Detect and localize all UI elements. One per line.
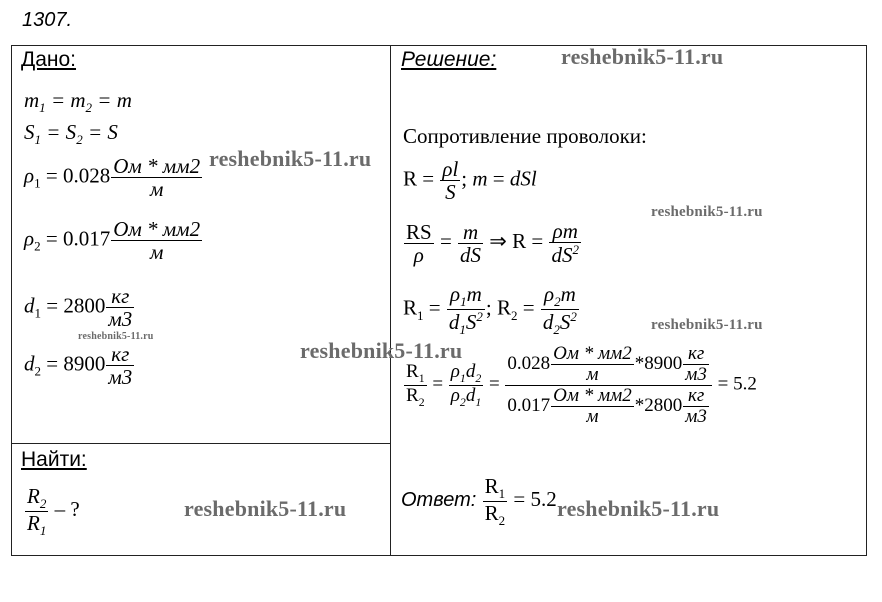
watermark: reshebnik5-11.ru [209, 146, 372, 171]
d1-unit-top: кг [106, 285, 134, 308]
d2-unit-top: кг [106, 343, 134, 366]
resistances-r1-r2: $R_1$ = $\frac{\rho_1m}{d_1S^2}$ ; $R_2$ = $\frac{\rho_2m}{d_2S^2}$ [403, 282, 577, 338]
ratio-computation: $\frac{R_1}{R_2}$ = $\frac{\rho_1d_2}{\rho_2d_1}$ = 0.028 $\frac{Ом * мм2}{м}$ *8900 $\frac{кг}{м3}$ 0.017 $\frac{Ом * мм2}{м}$ *2800 $\frac{кг}{м3}$ = 5.2 [406, 343, 757, 427]
watermark: reshebnik5-11.ru [557, 496, 720, 521]
ratio-value: 5.2 [733, 373, 757, 395]
rho1-value: 0.028 [62, 163, 111, 188]
watermark: reshebnik5-11.ru [78, 331, 154, 342]
solution-header: Решение: [401, 48, 497, 71]
rho2-value: 0.017 [62, 226, 111, 251]
rho2-equation: $\rho_2 = 0.017$ $\frac{Ом * мм2}{м}$ [24, 217, 201, 265]
d1-unit-bottom: м3 [108, 307, 133, 332]
d1-value: 2800 [63, 293, 106, 318]
column-divider [390, 45, 391, 556]
find-expression: $\frac{R_2}{R_1}$ – ? [27, 484, 80, 539]
answer-value: 5.2 [530, 487, 557, 512]
row-divider [11, 443, 390, 444]
rho1-unit-bottom: м [149, 177, 164, 202]
rho2-unit-top: Ом * мм2 [113, 217, 201, 241]
given-header: Дано: [21, 48, 77, 71]
resistance-formula: R = $\frac{\rho l}{S}$ ; m = dSl [403, 157, 537, 205]
rho2-unit-bottom: м [149, 240, 164, 265]
rho1-equation: $\rho_1 = 0.028$ $\frac{Ом * мм2}{м}$ [24, 154, 201, 202]
d1-equation: $d_1 = 2800$ $\frac{кг}{м3}$ [24, 284, 133, 332]
watermark: reshebnik5-11.ru [300, 338, 463, 363]
find-question: – ? [54, 497, 80, 522]
d2-unit-bottom: м3 [108, 365, 133, 390]
watermark: reshebnik5-11.ru [651, 204, 763, 220]
rho1-unit-top: Ом * мм2 [113, 154, 201, 178]
find-header: Найти: [21, 448, 87, 471]
d2-equation: $d_2 = 8900$ $\frac{кг}{м3}$ [24, 342, 133, 390]
watermark: reshebnik5-11.ru [651, 317, 763, 333]
solution-intro: Сопротивление проволоки: [403, 124, 647, 148]
area-equation: $S_1 = S_2 = S$ [24, 120, 118, 148]
watermark: reshebnik5-11.ru [561, 44, 724, 69]
answer-label: Ответ: [401, 489, 477, 512]
problem-number: 1307. [22, 9, 73, 31]
resistance-derivation: $\frac{RS}{\rho}$ = $\frac{m}{dS}$ ⇒ R = $\frac{\rho m}{dS^2}$ [406, 219, 579, 268]
answer-line: Ответ: $\frac{R_1}{R_2}$ = 5.2 [401, 474, 557, 529]
watermark: reshebnik5-11.ru [184, 496, 347, 521]
mass-equation: $m_1 = m_2 = m$ [24, 88, 132, 116]
d2-value: 8900 [63, 351, 106, 376]
